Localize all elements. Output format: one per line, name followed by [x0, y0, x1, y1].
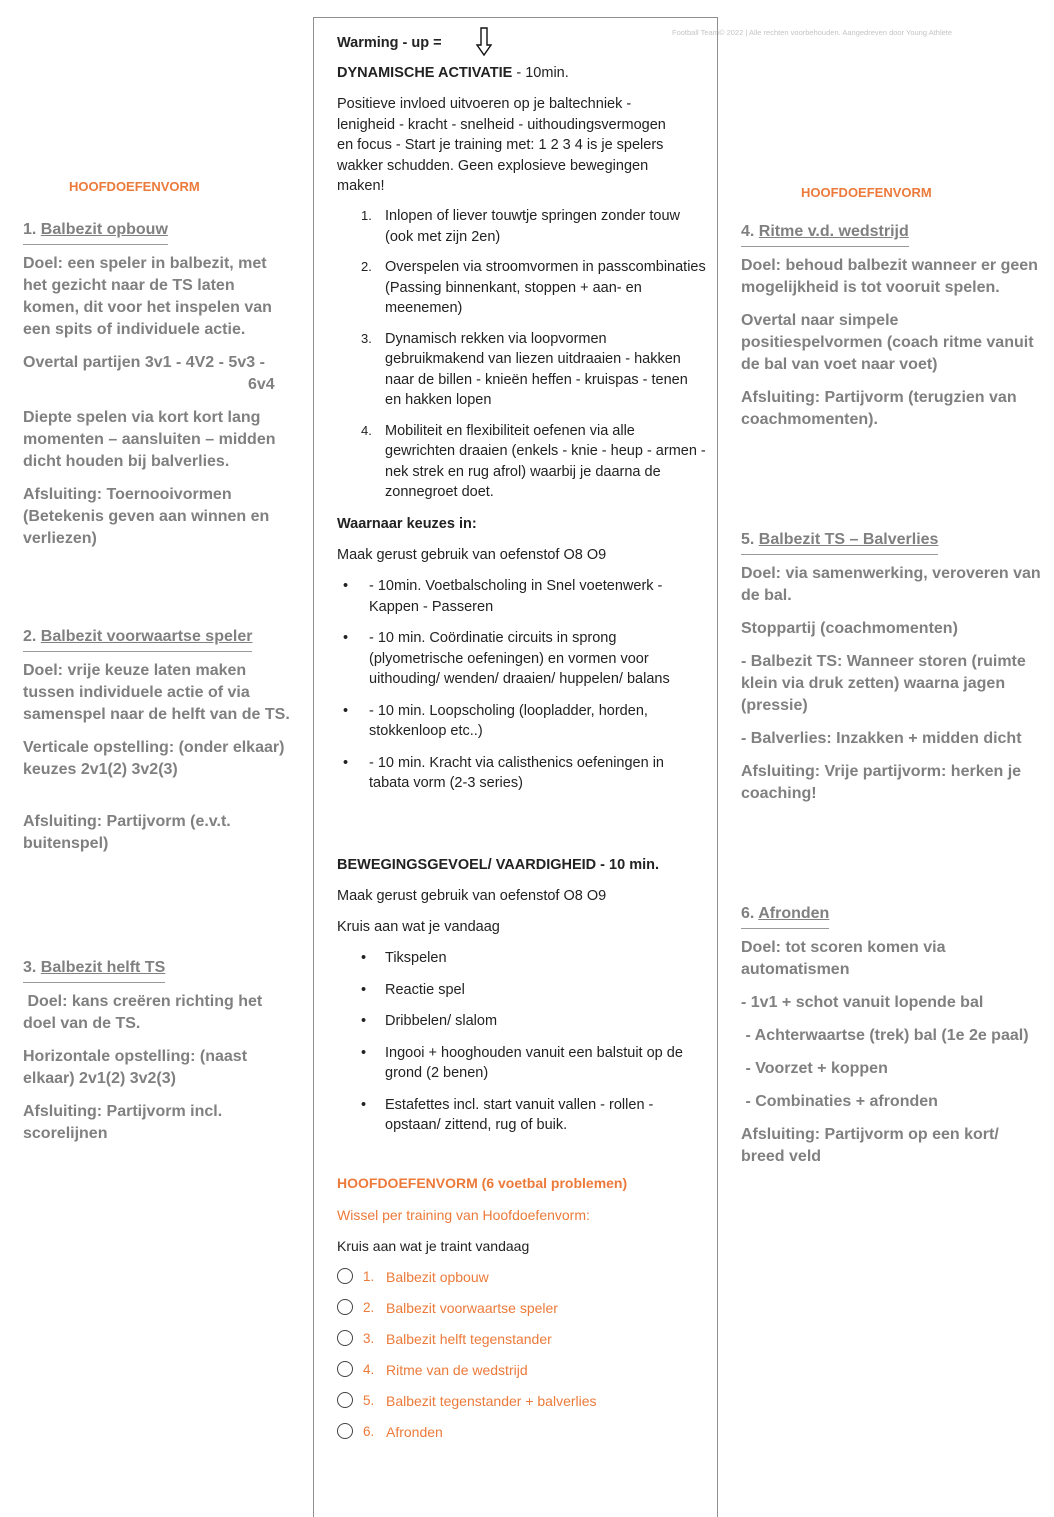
- movement-intro: Maak gerust gebruik van oefenstof O8 O9: [337, 888, 607, 904]
- choice-list: [337, 576, 682, 805]
- radio-circle-icon[interactable]: [337, 1268, 353, 1284]
- section-paragraph: Afsluiting: Partijvorm (e.v.t. buitenspel): [23, 813, 231, 852]
- option-label: Balbezit voorwaartse speler: [386, 1300, 558, 1316]
- bullet-icon: •: [361, 1013, 367, 1029]
- movement-item: [337, 1095, 707, 1136]
- bullet-icon: •: [361, 950, 367, 966]
- section-paragraph: Afsluiting: Vrije partijvorm: herken je coaching!: [741, 763, 1022, 802]
- radio-circle-icon[interactable]: [337, 1361, 353, 1377]
- option-number: 5.: [363, 1393, 375, 1408]
- section-title-text: Balbezit helft TS: [40, 959, 166, 976]
- section-paragraph: Afsluiting: Toernooivormen (Betekenis geven aan winnen en verliezen): [23, 486, 270, 547]
- radio-circle-icon[interactable]: [337, 1392, 353, 1408]
- section-paragraph: Afsluiting: Partijvorm incl. scorelijnen: [23, 1103, 223, 1142]
- section-paragraph: - 1v1 + schot vanuit lopende bal: [741, 994, 984, 1011]
- section-title-text: Afronden: [758, 905, 830, 922]
- section-paragraph: Diepte spelen via kort kort lang momenten – aansluiten – midden dicht houden bij balverlies.: [23, 409, 276, 470]
- section-paragraph: - Achterwaartse (trek) bal (1e 2e paal): [741, 1027, 1029, 1044]
- choice-item: [337, 753, 682, 794]
- movement-item: [337, 1043, 707, 1084]
- choice-text: - 10 min. Loopscholing (loopladder, horden, stokkenloop etc..): [369, 702, 648, 739]
- step-text: Inlopen of liever touwtje springen zonder touw (ook met zijn 2en): [385, 208, 681, 245]
- option-number: 3.: [363, 1331, 375, 1346]
- bullet-icon: •: [361, 1044, 367, 1061]
- section-paragraph: Doel: vrije keuze laten maken tussen individuele actie of via samenspel naar de helft van de TS.: [23, 662, 290, 723]
- section-title-text: Balbezit voorwaartse speler: [40, 628, 253, 645]
- section-paragraph: Afsluiting: Partijvorm (terugzien van coachmomenten).: [741, 389, 1017, 428]
- main-exercise-options: [337, 1267, 707, 1453]
- section-title: [741, 904, 829, 929]
- option-label: Afronden: [386, 1424, 443, 1440]
- main-exercise-subtitle: Wissel per training van Hoofdoefenvorm:: [337, 1207, 590, 1223]
- section-paragraph: 6v4: [248, 376, 275, 393]
- choice-item: [337, 701, 682, 742]
- section-paragraph: Doel: een speler in balbezit, met het gezicht naar de TS laten komen, dit voor het inspelen van een spits of individuele actie.: [23, 255, 272, 338]
- section-title: [23, 220, 168, 245]
- bullet-icon: •: [361, 1096, 367, 1113]
- section-paragraph: Doel: kans creëren richting het doel van de TS.: [23, 993, 267, 1032]
- section-title: [741, 222, 909, 247]
- bullet-icon: •: [343, 578, 349, 594]
- main-option[interactable]: [337, 1298, 707, 1329]
- section-5: [741, 530, 1041, 816]
- section-paragraph: Doel: tot scoren komen via automatismen: [741, 939, 946, 978]
- dynamic-step: [337, 329, 707, 411]
- section-paragraph: Verticale opstelling: (onder elkaar) keuzes 2v1(2) 3v2(3): [23, 739, 285, 778]
- step-text: Overspelen via stroomvormen in passcombinaties (Passing binnenkant, stoppen + aan- en meenemen): [385, 259, 706, 316]
- section-4: [741, 222, 1041, 442]
- section-title: [741, 530, 938, 555]
- section-1: [23, 220, 295, 561]
- dynamic-activation-header: [337, 63, 707, 84]
- section-title-text: Balbezit TS – Balverlies: [758, 531, 939, 548]
- option-label: Balbezit helft tegenstander: [386, 1331, 552, 1347]
- section-paragraph: Overtal naar simpele positiespelvormen (coach ritme vanuit de bal van voet naar voet): [741, 312, 1034, 373]
- movement-item: [337, 980, 707, 1001]
- section-paragraph: Overtal partijen 3v1 - 4V2 - 5v3 -: [23, 354, 265, 371]
- main-option[interactable]: [337, 1329, 707, 1360]
- section-number: 2.: [23, 628, 37, 645]
- right-heading: HOOFDOEFENVORM: [801, 185, 932, 200]
- section-number: 6.: [741, 905, 755, 922]
- option-label: Ritme van de wedstrijd: [386, 1362, 528, 1378]
- dynamic-step: [337, 206, 707, 247]
- bullet-icon: •: [343, 702, 349, 719]
- choice-item: [337, 576, 682, 617]
- choice-text: - 10min. Voetbalscholing in Snel voetenwerk - Kappen - Passeren: [369, 578, 663, 615]
- radio-circle-icon[interactable]: [337, 1423, 353, 1439]
- dynamic-step: [337, 257, 707, 319]
- section-paragraph: - Balverlies: Inzakken + midden dicht: [741, 730, 1022, 747]
- section-6: [741, 904, 1041, 1179]
- choice-text: - 10 min. Coördinatie circuits in sprong (plyometrische oefeningen) en vormen voor uithouding/ wenden/ draaien/ huppelen/ balans: [369, 630, 670, 687]
- section-paragraph: Stoppartij (coachmomenten): [741, 620, 958, 637]
- choice-item: [337, 628, 682, 690]
- choice-title: Waarnaar keuzes in:: [337, 516, 477, 532]
- section-title: [23, 958, 165, 983]
- section-2: [23, 627, 295, 866]
- radio-circle-icon[interactable]: [337, 1330, 353, 1346]
- movement-text: Estafettes incl. start vanuit vallen - rollen - opstaan/ zittend, rug of buik.: [385, 1096, 654, 1133]
- radio-circle-icon[interactable]: [337, 1299, 353, 1315]
- section-number: 1.: [23, 221, 37, 238]
- option-label: Balbezit opbouw: [386, 1269, 489, 1285]
- movement-list: [337, 948, 707, 1147]
- section-paragraph: Doel: via samenwerking, veroveren van de bal.: [741, 565, 1041, 604]
- main-option[interactable]: [337, 1360, 707, 1391]
- movement-title: BEWEGINGSGEVOEL/ VAARDIGHEID - 10 min.: [337, 857, 659, 873]
- section-paragraph: Afsluiting: Partijvorm op een kort/ breed veld: [741, 1126, 999, 1165]
- section-paragraph: - Balbezit TS: Wanneer storen (ruimte klein via druk zetten) waarna jagen (pressie): [741, 653, 1026, 714]
- dynamic-activation-title: DYNAMISCHE ACTIVATIE: [337, 65, 513, 81]
- section-paragraph: - Combinaties + afronden: [741, 1093, 938, 1110]
- dynamic-activation-duration: - 10min.: [512, 65, 569, 81]
- option-number: 6.: [363, 1424, 375, 1439]
- movement-text: Reactie spel: [385, 981, 465, 998]
- movement-item: [337, 1011, 707, 1032]
- section-title-text: Balbezit opbouw: [40, 221, 168, 238]
- bullet-icon: •: [343, 754, 349, 771]
- section-number: 4.: [741, 223, 755, 240]
- main-exercise-intro: Kruis aan wat je traint vandaag: [337, 1238, 530, 1254]
- section-number: 5.: [741, 531, 755, 548]
- step-text: Dynamisch rekken via loopvormen gebruikmakend van liezen uitdraaien - hakken naar de billen - knieën heffen - kruispas - tenen en hakken lopen: [385, 330, 688, 408]
- section-title: [23, 627, 252, 652]
- dynamic-activation-intro: Positieve invloed uitvoeren op je baltechniek - lenigheid - kracht - snelheid - uithoudingsvermogen en focus - Start je training met: 1 2 3 4 is je spelers wakker schudden. Geen explosieve bewegingen maken!: [337, 96, 666, 194]
- down-arrow-icon: [476, 27, 492, 57]
- dynamic-steps: [337, 206, 707, 513]
- option-number: 4.: [363, 1362, 375, 1377]
- movement-intro-check: Kruis aan wat je vandaag: [337, 919, 500, 935]
- main-option[interactable]: [337, 1391, 707, 1422]
- step-number: 2.: [361, 259, 372, 274]
- movement-text: Tikspelen: [385, 950, 447, 966]
- main-exercise-title: HOOFDOEFENVORM (6 voetbal problemen): [337, 1175, 628, 1191]
- option-label: Balbezit tegenstander + balverlies: [386, 1393, 597, 1409]
- section-paragraph: Doel: behoud balbezit wanneer er geen mogelijkheid is tot vooruit spelen.: [741, 257, 1038, 296]
- movement-text: Dribbelen/ slalom: [385, 1013, 498, 1029]
- warmup-label: Warming - up =: [337, 35, 442, 51]
- left-heading: HOOFDOEFENVORM: [69, 179, 200, 194]
- choice-text: - 10 min. Kracht via calisthenics oefeningen in tabata vorm (2-3 series): [369, 754, 664, 791]
- section-paragraph: - Voorzet + koppen: [741, 1060, 888, 1077]
- option-number: 1.: [363, 1269, 375, 1284]
- step-number: 1.: [361, 208, 372, 223]
- section-3: [23, 958, 295, 1156]
- section-number: 3.: [23, 959, 37, 976]
- option-number: 2.: [363, 1300, 375, 1315]
- step-number: 3.: [361, 330, 372, 346]
- dynamic-step: [337, 421, 707, 503]
- step-number: 4.: [361, 422, 372, 438]
- section-paragraph: Horizontale opstelling: (naast elkaar) 2v1(2) 3v2(3): [23, 1048, 248, 1087]
- bullet-icon: •: [343, 630, 349, 646]
- movement-item: [337, 948, 707, 969]
- step-text: Mobiliteit en flexibiliteit oefenen via alle gewrichten draaien (enkels - knie - heup - armen - nek strek en rug afrol) waarbij je daarna de zonnegroet doet.: [385, 422, 706, 500]
- section-title-text: Ritme v.d. wedstrijd: [758, 223, 909, 240]
- main-option[interactable]: [337, 1422, 707, 1453]
- choice-intro: Maak gerust gebruik van oefenstof O8 O9: [337, 547, 607, 563]
- center-panel: [313, 17, 718, 1517]
- copyright-notice: Football Team© 2022 | Alle rechten voorbehouden. Aangedreven door Young Athlete: [672, 28, 953, 37]
- movement-text: Ingooi + hooghouden vanuit een balstuit op de grond (2 benen): [385, 1044, 683, 1081]
- main-option[interactable]: [337, 1267, 707, 1298]
- bullet-icon: •: [361, 981, 367, 998]
